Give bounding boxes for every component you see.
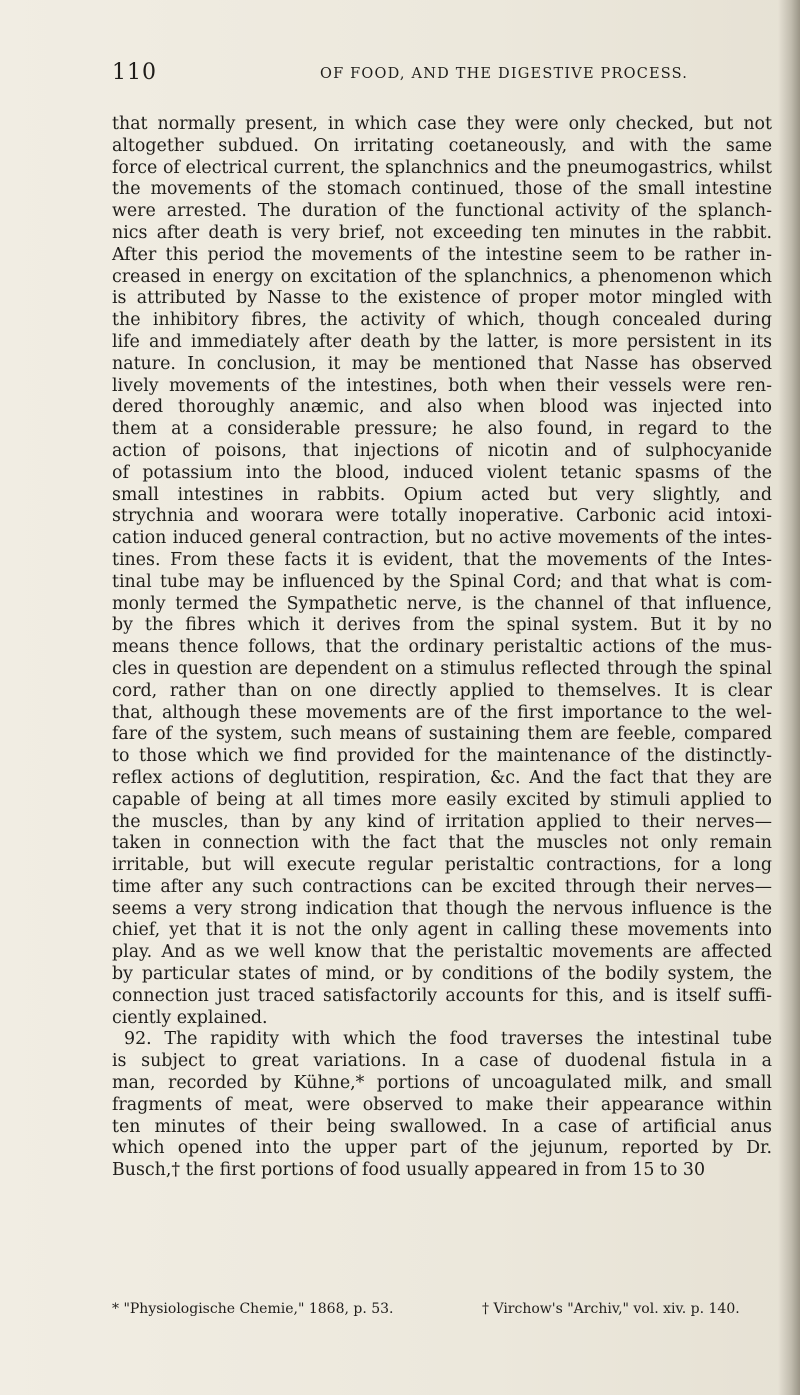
text-line: cord, rather than on one directly applied to themselves. It is clear [112, 680, 772, 701]
text-line: Busch,† the first portions of food usually appeared in from 15 to 30 [112, 1160, 706, 1181]
footnote-busch: † Virchow's "Archiv," vol. xiv. p. 140. [482, 1301, 740, 1317]
text-line: tinal tube may be influenced by the Spinal Cord; and that what is com- [112, 571, 772, 592]
page-number: 110 [112, 60, 157, 85]
page-header [112, 60, 772, 90]
text-line: tines. From these facts it is evident, that the movements of the Intes- [112, 549, 772, 570]
text-line: the muscles, than by any kind of irritation applied to their nerves— [112, 811, 772, 832]
text-line: is attributed by Nasse to the existence of proper motor mingled with [112, 288, 772, 309]
text-line: fare of the system, such means of sustaining them are feeble, compared [112, 724, 772, 745]
text-line: nics after death is very brief, not exceeding ten minutes in the rabbit. [112, 222, 772, 243]
text-line: small intestines in rabbits. Opium acted but very slightly, and [112, 484, 772, 505]
text-line: 92. The rapidity with which the food traverses the intestinal tube [124, 1029, 772, 1050]
text-line: ciently explained. [112, 1007, 268, 1028]
text-line: reflex actions of deglutition, respiration, &c. And the fact that they are [112, 767, 772, 788]
text-line: creased in energy on excitation of the splanchnics, a phenomenon which [112, 266, 772, 287]
text-line: strychnia and woorara were totally inoperative. Carbonic acid intoxi- [112, 506, 772, 527]
text-line: altogether subdued. On irritating coetaneously, and with the same [112, 135, 772, 156]
body-text [112, 114, 772, 1182]
running-head: OF FOOD, AND THE DIGESTIVE PROCESS. [320, 66, 689, 82]
text-line: life and immediately after death by the latter, is more persistent in its [112, 331, 772, 352]
text-line: that normally present, in which case they were only checked, but not [112, 114, 772, 134]
text-line: cles in question are dependent on a stimulus reflected through the spinal [112, 658, 772, 679]
text-line: which opened into the upper part of the jejunum, reported by Dr. [112, 1138, 772, 1159]
text-line: connection just traced satisfactorily accounts for this, and is itself suffi- [112, 985, 772, 1006]
text-line: time after any such contractions can be excited through their nerves— [112, 876, 772, 897]
text-line: capable of being at all times more easily excited by stimuli applied to [112, 789, 772, 810]
text-line: After this period the movements of the intestine seem to be rather in- [112, 244, 772, 265]
text-line: play. And as we well know that the peristaltic movements are affected [112, 942, 772, 963]
text-line: dered thoroughly anæmic, and also when blood was injected into [112, 397, 772, 418]
text-line: the inhibitory fibres, the activity of which, though concealed during [112, 310, 772, 331]
text-line: force of electrical current, the splanchnics and the pneumogastrics, whilst [112, 157, 772, 178]
text-line: by particular states of mind, or by conditions of the bodily system, the [112, 964, 772, 985]
text-line: cation induced general contraction, but no active movements of the intes- [112, 528, 772, 549]
text-line: were arrested. The duration of the functional activity of the splanch- [112, 201, 772, 222]
text-line: ten minutes of their being swallowed. In a case of artificial anus [112, 1116, 772, 1137]
text-line: that, although these movements are of the first importance to the wel- [112, 702, 772, 723]
text-line: nature. In conclusion, it may be mentioned that Nasse has observed [112, 353, 772, 374]
text-line: seems a very strong indication that though the nervous influence is the [112, 898, 772, 919]
text-line: by the fibres which it derives from the spinal system. But it by no [112, 615, 772, 636]
text-line: the movements of the stomach continued, those of the small intestine [112, 179, 772, 200]
text-line: action of poisons, that injections of nicotin and of sulphocyanide [112, 440, 772, 461]
text-line: of potassium into the blood, induced violent tetanic spasms of the [112, 462, 772, 483]
text-line: lively movements of the intestines, both when their vessels were ren- [112, 375, 772, 396]
text-line: to those which we find provided for the maintenance of the distinctly- [112, 746, 772, 767]
text-line: man, recorded by Kühne,* portions of uncoagulated milk, and small [112, 1073, 772, 1094]
text-line: irritable, but will execute regular peristaltic contractions, for a long [112, 855, 772, 876]
text-line: taken in connection with the fact that the muscles not only remain [112, 833, 772, 854]
text-line: is subject to great variations. In a case of duodenal fistula in a [112, 1051, 772, 1072]
text-line: fragments of meat, were observed to make their appearance within [112, 1094, 772, 1115]
text-line: means thence follows, that the ordinary peristaltic actions of the mus- [112, 637, 772, 658]
footnote-kuhne: * "Physiologische Chemie," 1868, p. 53. [112, 1301, 394, 1317]
text-line: chief, yet that it is not the only agent in calling these movements into [112, 920, 772, 941]
text-line: them at a considerable pressure; he also found, in regard to the [112, 419, 772, 440]
text-line: monly termed the Sympathetic nerve, is the channel of that influence, [112, 593, 772, 614]
page-edge-shadow [778, 0, 800, 1395]
